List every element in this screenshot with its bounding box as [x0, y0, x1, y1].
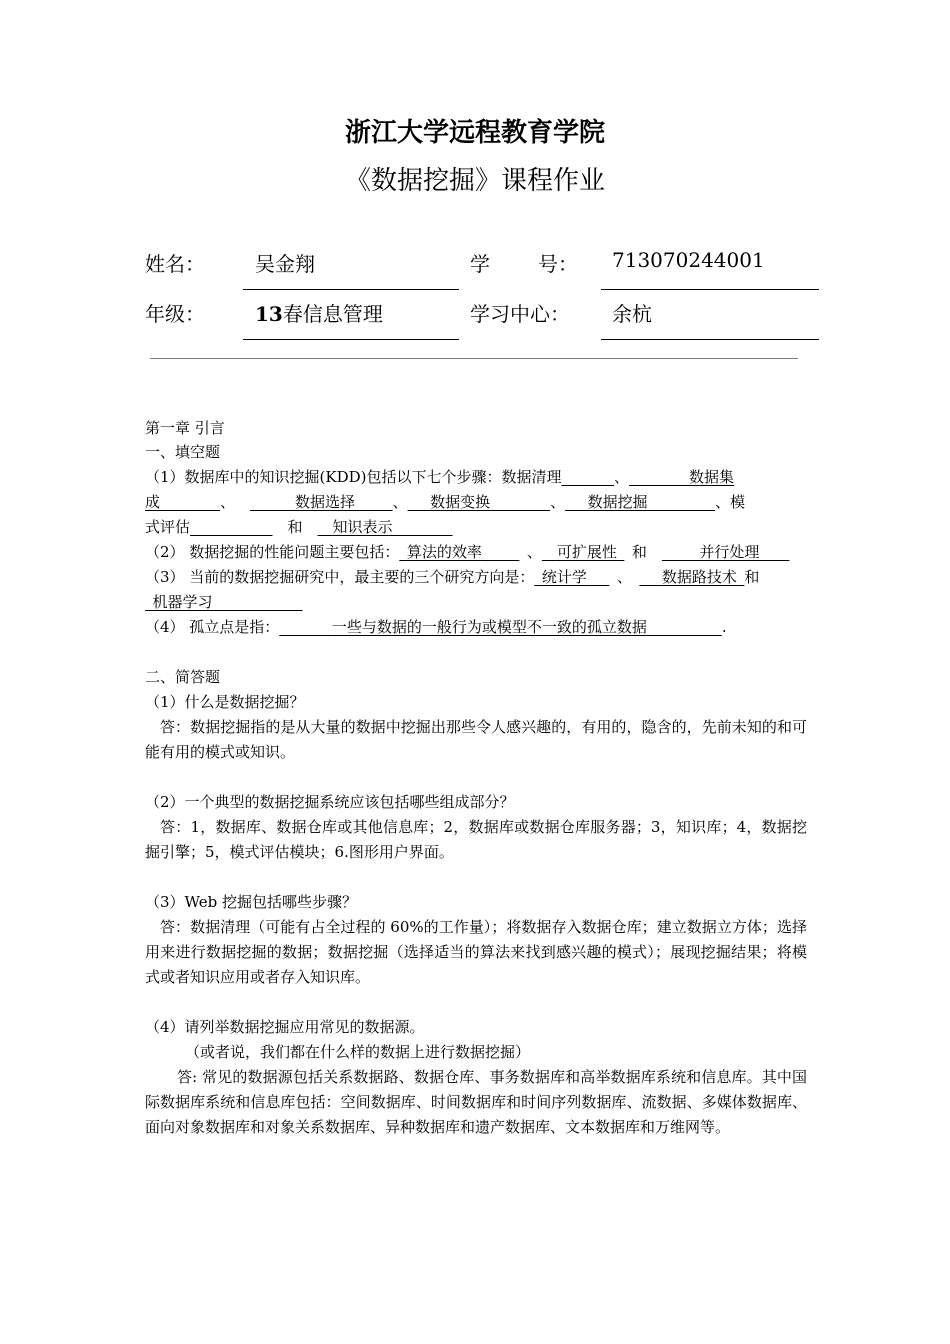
fill-q4-end: .	[721, 618, 727, 636]
answer-efficiency	[399, 543, 519, 561]
answer-integration-part2	[145, 493, 220, 511]
answer-ml	[145, 593, 303, 611]
short-q1-question: （1）什么是数据挖掘？	[145, 693, 305, 711]
answer-integration-part1	[629, 468, 734, 486]
short-q2-question: （2）一个典型的数据挖掘系统应该包括哪些组成部分？	[145, 793, 515, 811]
answer-statistics-text: 统计学	[541, 568, 587, 586]
short-q3-answer: 答：数据清理（可能有占全过程的 60%的工作量）；将数据存入数据仓库；建立数据立方体；选择用来进行数据挖掘的数据；数据挖掘（选择适当的算法来找到感兴趣的模式）；展现挖掘结果；将模式或者知识应用或者存入知识库。	[145, 918, 807, 986]
school-title: 浙江大学远程教育学院	[344, 118, 605, 148]
fill-q1-line3	[145, 515, 810, 540]
answer-integration-text2: 成	[145, 493, 161, 511]
grade-underline	[243, 339, 459, 340]
separator: 、	[550, 493, 566, 511]
name-value: 吴金翔	[255, 252, 315, 276]
short-q3-question: （3）Web 挖掘包括哪些步骤？	[145, 893, 357, 911]
and-word: 和	[631, 543, 647, 561]
separator: 、	[392, 493, 408, 511]
center-underline	[601, 339, 819, 340]
id-label-1: 学	[470, 252, 490, 276]
fill-q4-prefix: （4） 孤立点是指：	[145, 618, 280, 636]
center-value: 余杭	[612, 302, 652, 326]
grade-label: 年级：	[145, 302, 205, 326]
answer-mining	[565, 493, 715, 511]
id-label-2: 号：	[538, 252, 578, 276]
short-q2-answer: 答：1，数据库、数据仓库或其他信息库；2，数据库或数据仓库服务器；3，知识库；4，数据挖掘引擎；5，模式评估模块；6.图形用户界面。	[145, 818, 807, 861]
separator: 、	[526, 543, 542, 561]
answer-db-tech	[639, 568, 744, 586]
blank	[190, 518, 273, 536]
fill-q3-line2	[145, 590, 810, 615]
and-word: 和	[287, 518, 303, 536]
fill-q1-tail2: 式评估	[145, 518, 191, 536]
fill-q1-line2	[145, 490, 810, 515]
fill-q3-prefix: （3） 当前的数据挖掘研究中，最主要的三个研究方向是：	[145, 568, 535, 586]
id-value: 713070244001	[612, 248, 765, 272]
answer-selection-text: 数据选择	[295, 493, 356, 511]
answer-transform	[408, 493, 551, 511]
answer-statistics	[534, 568, 609, 586]
separator: 、	[616, 568, 632, 586]
chapter-title: 第一章 引言	[145, 419, 225, 437]
answer-ml-text: 机器学习	[152, 593, 213, 611]
answer-efficiency-text: 算法的效率	[406, 543, 482, 561]
short-q4-question: （4）请列举数据挖掘应用常见的数据源。	[145, 1018, 425, 1036]
answer-outlier	[279, 618, 722, 636]
blank	[562, 468, 615, 486]
fill-q1-tail1: 、模	[715, 493, 746, 511]
separator: 、	[614, 468, 630, 486]
short-q4-answer: 答: 常见的数据源包括关系数据路、数据仓库、事务数据库和高举数据库系统和信息库。其中国际数据库系统和信息库包括：空间数据库、时间数据库和时间序列数据库、流数据、多媒体数据库、面向对象数据库和对象关系数据库、异种数据库和遗产数据库、文本数据库和万维网等。	[145, 1068, 807, 1136]
fill-q4	[145, 615, 810, 640]
name-underline	[243, 289, 459, 290]
center-label: 学习中心：	[470, 302, 570, 326]
answer-knowledge	[318, 518, 453, 536]
answer-parallel	[662, 543, 790, 561]
short-section-title: 二、简答题	[145, 668, 221, 686]
grade-value-rest: 春信息管理	[282, 302, 383, 326]
separator: 、	[220, 493, 236, 511]
answer-scalability-text: 可扩展性	[556, 543, 617, 561]
answer-scalability	[542, 543, 625, 561]
grade-value	[255, 298, 383, 327]
separator-line	[150, 358, 798, 359]
fill-q2-prefix: （2） 数据挖掘的性能问题主要包括：	[145, 543, 400, 561]
id-underline	[601, 289, 819, 290]
fill-q2	[145, 540, 810, 565]
fill-q3-line1	[145, 565, 810, 590]
answer-db-tech-text: 数据路技术	[661, 568, 737, 586]
answer-mining-text: 数据挖掘	[587, 493, 648, 511]
short-q1-answer: 答：数据挖掘指的是从大量的数据中挖掘出那些令人感兴趣的，有用的，隐含的，先前未知的和可能有用的模式或知识。	[145, 718, 807, 761]
answer-integration-text1: 数据集	[689, 468, 735, 486]
answer-transform-text: 数据变换	[430, 493, 491, 511]
answer-parallel-text: 并行处理	[699, 543, 760, 561]
fill-q1-prefix: （1）数据库中的知识挖掘(KDD)包括以下七个步骤：数据清理	[145, 468, 562, 486]
grade-value-bold: 13	[255, 302, 283, 326]
answer-outlier-text: 一些与数据的一般行为或模型不一致的孤立数据	[331, 618, 647, 636]
course-title: 《数据挖掘》课程作业	[344, 166, 605, 196]
answer-selection	[250, 493, 393, 511]
fill-q1-line1	[145, 465, 810, 490]
name-label: 姓名：	[145, 252, 205, 276]
fill-section-title: 一、填空题	[145, 443, 221, 461]
and-word: 和	[744, 568, 760, 586]
answer-knowledge-text: 知识表示	[332, 518, 393, 536]
short-q4-subquestion: （或者说，我们都在什么样的数据上进行数据挖掘）	[185, 1043, 531, 1061]
